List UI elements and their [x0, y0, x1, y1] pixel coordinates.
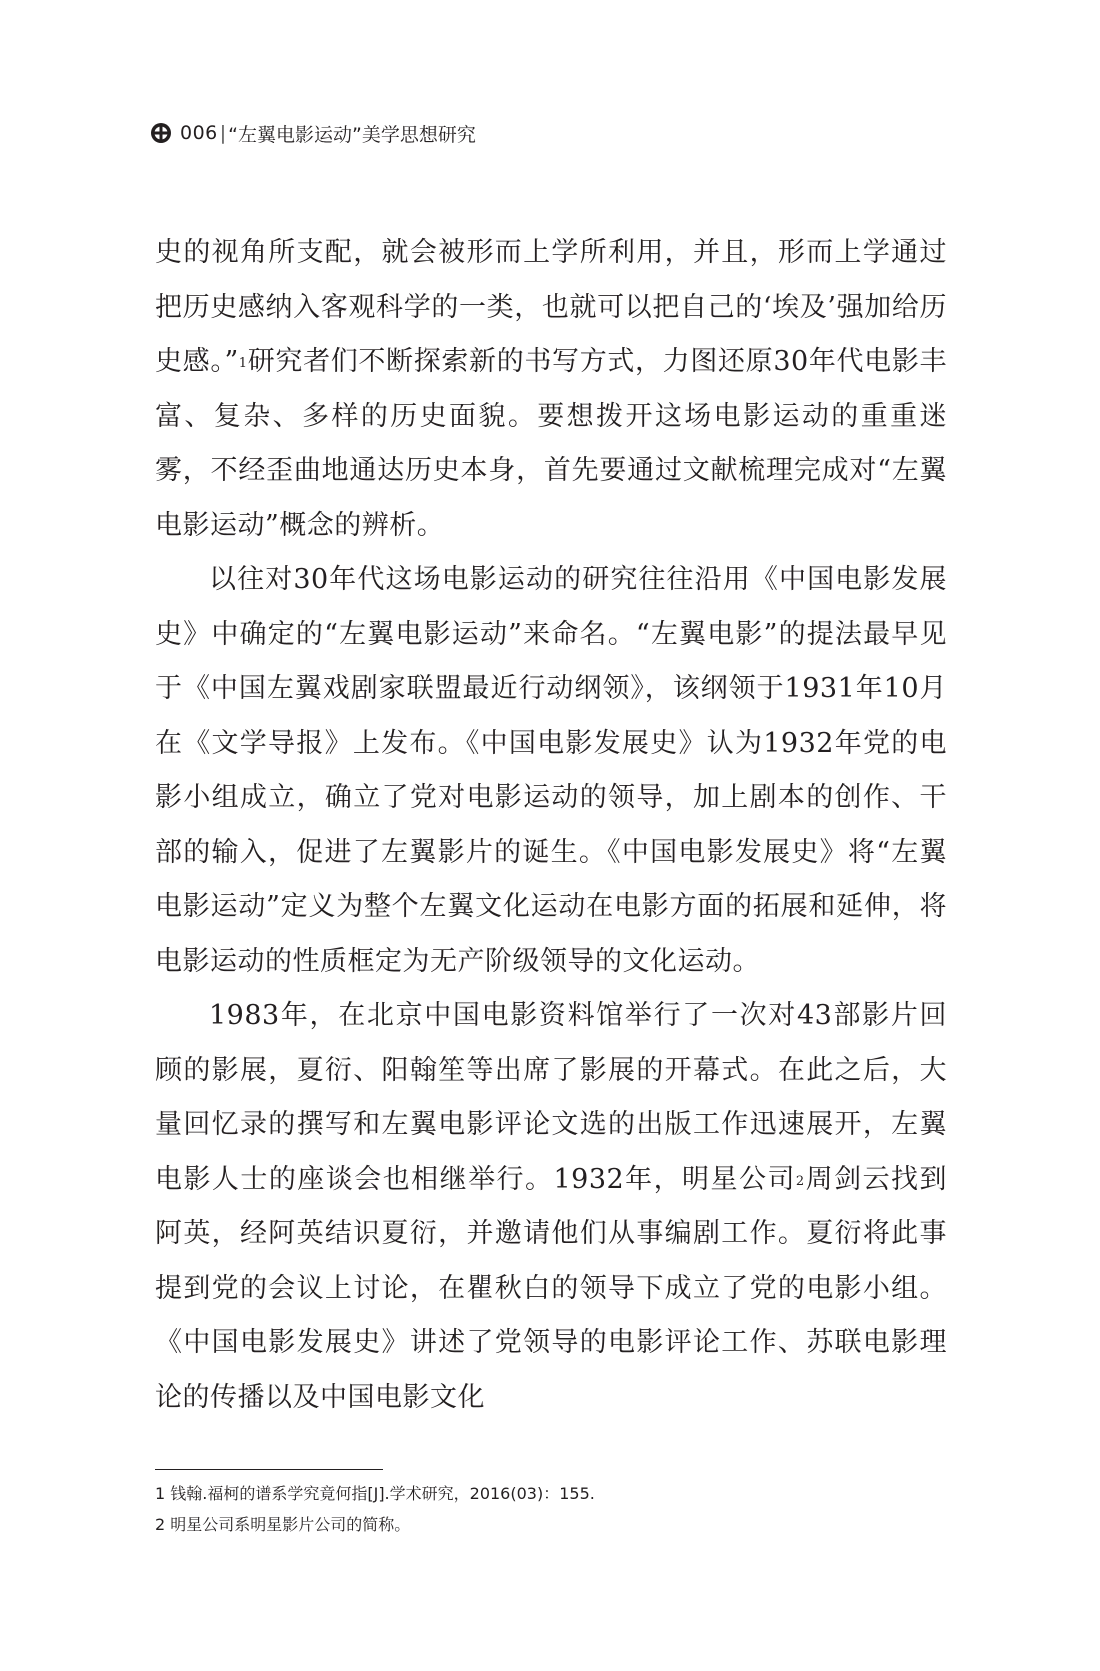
paragraph-3 [155, 989, 947, 1425]
footnotes [155, 1478, 947, 1540]
paragraph-1-text-cont: 研究者们不断探索新的书写方式，力图还原30年代电影丰富、复杂、多样的历史面貌。要想拨开这场电影运动的重重迷雾，不经歪曲地通达历史本身，首先要通过文献梳理完成对“左翼电影运动”概念的辨析。 [155, 346, 947, 541]
book-title: “左翼电影运动”美学思想研究 [228, 123, 476, 146]
footnote-divider [155, 1469, 383, 1470]
paragraph-3-text: 1983年，在北京中国电影资料馆举行了一次对43部影片回顾的影展，夏衍、阳翰笙等出席了影展的开幕式。在此之后，大量回忆录的撰写和左翼电影评论文选的出版工作迅速展开，左翼电影人士的座谈会也相继举行。1932年，明星公司 [155, 1000, 947, 1195]
page-number: 006 [180, 122, 218, 144]
running-header [150, 118, 476, 148]
paragraph-2: 以往对30年代这场电影运动的研究往往沿用《中国电影发展史》中确定的“左翼电影运动”来命名。“左翼电影”的提法最早见于《中国左翼戏剧家联盟最近行动纲领》，该纲领于1931年10月在《文学导报》上发布。《中国电影发展史》认为1932年党的电影小组成立，确立了党对电影运动的领导，加上剧本的创作、干部的输入，促进了左翼影片的诞生。《中国电影发展史》将“左翼电影运动”定义为整个左翼文化运动在电影方面的拓展和延伸，将电影运动的性质框定为无产阶级领导的文化运动。 [155, 564, 947, 977]
publisher-logo-icon [150, 122, 172, 144]
footnote-2: 2 明星公司系明星影片公司的简称。 [155, 1515, 411, 1534]
footnote-ref-2[interactable]: 2 [795, 1173, 805, 1189]
main-text [155, 226, 947, 1425]
paragraph-3-text-cont: 周剑云找到阿英，经阿英结识夏衍，并邀请他们从事编剧工作。夏衍将此事提到党的会议上讨论，在瞿秋白的领导下成立了党的电影小组。《中国电影发展史》讲述了党领导的电影评论工作、苏联电影理论的传播以及中国电影文化 [155, 1163, 947, 1413]
paragraph-1-text: 史的视角所支配，就会被形而上学所利用，并且，形而上学通过把历史感纳入客观科学的一类，也就可以把自己的‘埃及’强加给历史感。” [155, 237, 947, 377]
header-separator: | [219, 122, 227, 144]
footnote-1: 1 钱翰.福柯的谱系学究竟何指[J].学术研究，2016(03)：155. [155, 1484, 595, 1503]
paragraph-1 [155, 226, 947, 553]
footnote-ref-1[interactable]: 1 [238, 356, 248, 371]
